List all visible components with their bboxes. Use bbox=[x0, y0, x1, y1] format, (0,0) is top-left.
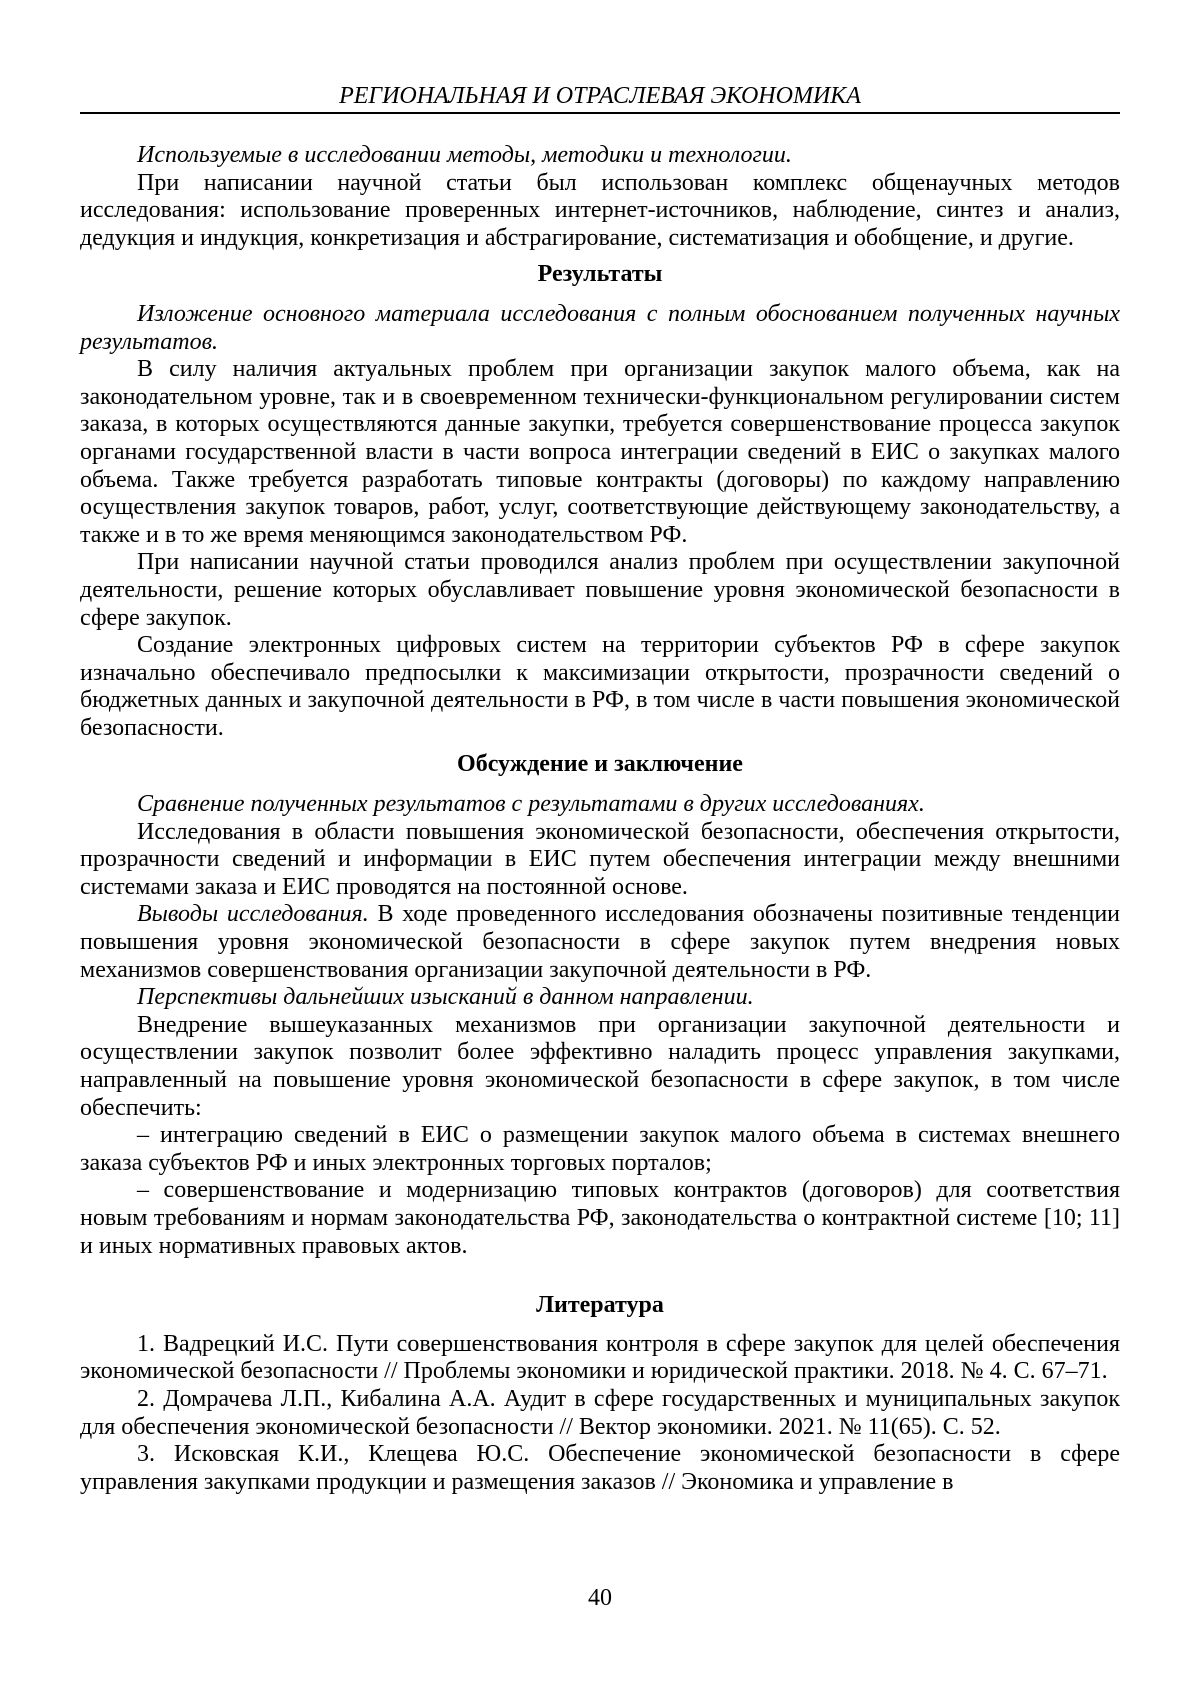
results-section-heading: Результаты bbox=[537, 261, 663, 288]
references-section-heading: Литература bbox=[536, 1292, 664, 1319]
results-intro-paragraph: Изложение основного материала исследования с полным обоснованием полученных научных результатов. bbox=[80, 300, 1120, 355]
discussion-paragraph-1: Исследования в области повышения экономической безопасности, обеспечения открытости, прозрачности сведений и информации в ЕИС путем обеспечения интеграции между внешними системами заказа и ЕИС проводятся на постоянной основе. bbox=[80, 818, 1120, 900]
conclusions-lead-phrase: Выводы исследования. bbox=[137, 901, 369, 928]
discussion-conclusions-paragraph bbox=[80, 901, 1120, 984]
page-footer bbox=[0, 1584, 1200, 1612]
page-content bbox=[80, 114, 1120, 1496]
discussion-bullet-1: – интеграцию сведений в ЕИС о размещении закупок малого объема в системах внешнего заказа субъектов РФ и иных электронных торговых порталов; bbox=[80, 1122, 1120, 1176]
discussion-compare-paragraph: Сравнение полученных результатов с результатами в других исследованиях. bbox=[137, 791, 925, 818]
methods-intro-paragraph: Используемые в исследовании методы, методики и технологии. bbox=[137, 142, 792, 168]
results-paragraph-2: При написании научной статьи проводился анализ проблем при осуществлении закупочной деятельности, решение которых обуславливает повышение уровня экономической безопасности в сфере закупок. bbox=[80, 549, 1120, 631]
conclusions-text: В ходе проведенного исследования обозначены позитивные тенденции повышения уровня экономической безопасности в сфере закупок путем внедрения новых механизмов совершенствования организации закупочной деятельности в РФ. bbox=[80, 901, 1121, 983]
page-number: 40 bbox=[588, 1585, 612, 1611]
results-paragraph-3: Создание электронных цифровых систем на территории субъектов РФ в сфере закупок изначально обеспечивало предпосылки к максимизации открытости, прозрачности сведений о бюджетных данных и закупочной деятельности в РФ, в том числе в части повышения экономической безопасности. bbox=[80, 632, 1120, 741]
reference-item-2: 2. Домрачева Л.П., Кибалина А.А. Аудит в сфере государственных и муниципальных закупок для обеспечения экономической безопасности // Вектор экономики. 2021. № 11(65). С. 52. bbox=[80, 1385, 1120, 1440]
running-header-title: РЕГИОНАЛЬНАЯ И ОТРАСЛЕВАЯ ЭКОНОМИКА bbox=[339, 83, 861, 109]
methods-paragraph: При написании научной статьи был использован комплекс общенаучных методов исследования: использование проверенных интернет-источников, наблюдение, синтез и анализ, дедукция и индукция, конкретизация и абстрагирование, систематизация и обобщение, и другие. bbox=[80, 169, 1120, 251]
discussion-paragraph-2: Внедрение вышеуказанных механизмов при организации закупочной деятельности и осуществлении закупок позволит более эффективно наладить процесс управления закупками, направленный на повышение уровня экономической безопасности в сфере закупок, в том числе обеспечить: bbox=[80, 1011, 1120, 1121]
reference-item-1: 1. Вадрецкий И.С. Пути совершенствования контроля в сфере закупок для целей обеспечения экономической безопасности // Проблемы экономики и юридической практики. 2018. № 4. С. 67–71. bbox=[80, 1330, 1120, 1385]
running-header bbox=[80, 82, 1120, 114]
reference-item-3: 3. Исковская К.И., Клещева Ю.С. Обеспечение экономической безопасности в сфере управления закупками продукции и размещения заказов // Экономика и управление в bbox=[80, 1441, 1120, 1495]
discussion-bullet-2: – совершенствование и модернизацию типовых контрактов (договоров) для соответствия новым требованиям и нормам законодательства РФ, законодательства о контрактной системе [10; 11] и иных нормативных правовых актов. bbox=[80, 1177, 1120, 1259]
results-paragraph-1: В силу наличия актуальных проблем при организации закупок малого объема, как на законодательном уровне, так и в своевременном технически-функциональном регулировании систем заказа, в которых осуществляются данные закупки, требуется совершенствование процесса закупок органами государственной власти в части вопроса интеграции сведений в ЕИС о закупках малого объема. Также требуется разработать типовые контракты (договоры) по каждому направлению осуществления закупок товаров, работ, услуг, соответствующие действующему законодательству, а также и в то же время меняющимся законодательством РФ. bbox=[80, 356, 1120, 548]
discussion-prospects-paragraph: Перспективы дальнейших изысканий в данном направлении. bbox=[137, 984, 754, 1011]
discussion-section-heading: Обсуждение и заключение bbox=[457, 751, 743, 778]
